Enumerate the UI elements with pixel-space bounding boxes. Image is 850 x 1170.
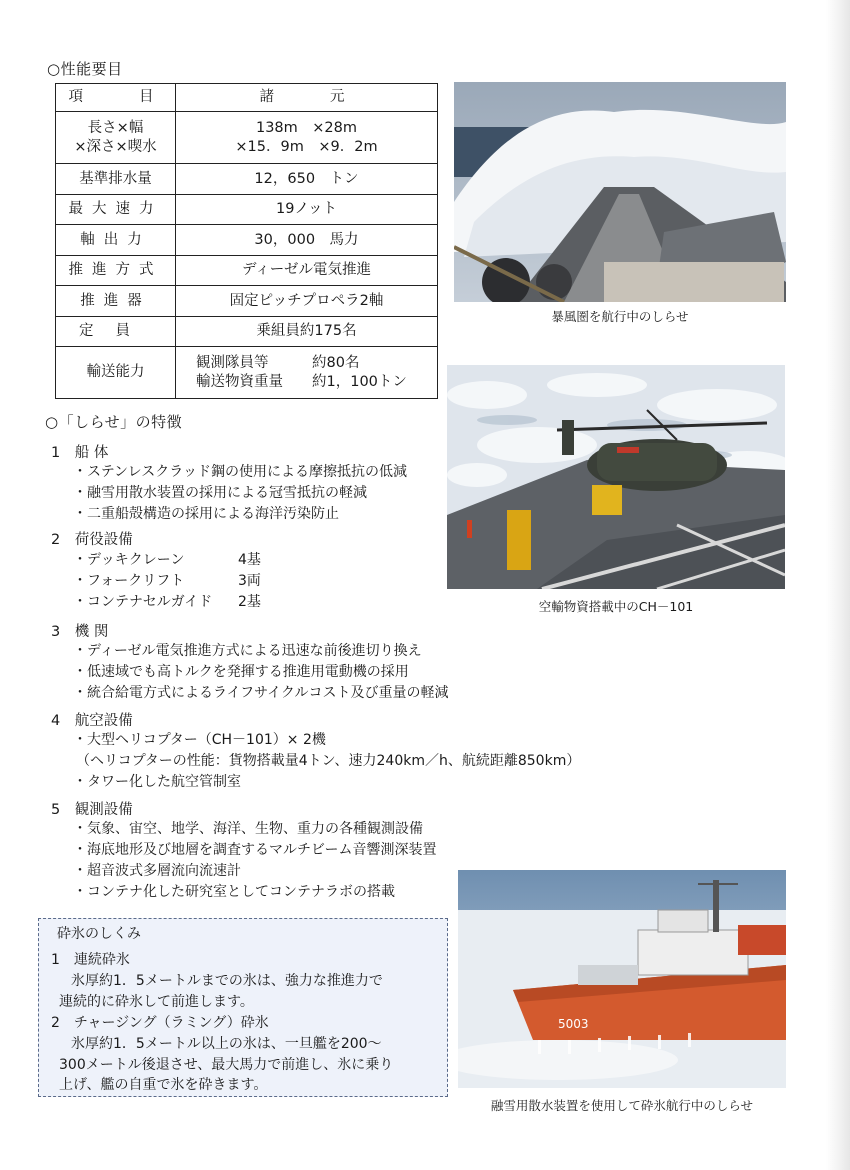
list-item: （ヘリコプターの性能：貨物搭載量4トン、速力240km／h、航続距離850km）: [76, 753, 581, 769]
icebreaking-text: 300メートル後退させ、最大馬力で前進し、氷に乗り: [59, 1057, 394, 1073]
list-item-qty: 2基: [238, 594, 261, 610]
table-cell-value: 12，650 トン: [176, 164, 438, 195]
list-item: ・統合給電方式によるライフサイクルコスト及び重量の軽減: [73, 685, 449, 701]
table-row: [56, 317, 438, 347]
section-title-hull: 1 船 体: [51, 445, 109, 461]
list-item: ・コンテナセルガイド: [73, 594, 213, 610]
section-title-engine: 3 機 関: [51, 624, 109, 640]
icebreaking-box: [38, 918, 448, 1097]
icebreaking-text: 上げ、艦の自重で氷を砕きます。: [59, 1077, 268, 1093]
table-cell-item: 基準排水量: [56, 164, 176, 195]
specs-heading: ○性能要目: [47, 60, 123, 78]
table-cell-value: 観測隊員等 約80名 輸送物資重量 約1，100トン: [176, 347, 438, 399]
storm-photo-caption: 暴風圏を航行中のしらせ: [551, 309, 689, 324]
list-item: ・コンテナ化した研究室としてコンテナラボの搭載: [73, 884, 395, 900]
table-cell-item: 輸送能力: [56, 347, 176, 399]
section-title-observation: 5 観測設備: [51, 802, 133, 818]
table-header-row: [56, 84, 438, 112]
list-item-qty: 3両: [238, 573, 261, 589]
table-header-item: 項 目: [56, 84, 176, 112]
icebreaking-item-heading: 2 チャージング（ラミング）砕氷: [51, 1015, 269, 1031]
list-item: ・フォークリフト: [73, 573, 185, 589]
table-cell-value: 30，000 馬力: [176, 225, 438, 256]
section-title-aviation: 4 航空設備: [51, 713, 133, 729]
table-row: [56, 112, 438, 164]
spec-table: [55, 83, 438, 399]
ship-photo: [458, 870, 786, 1088]
list-item: ・二重船殻構造の採用による海洋汚染防止: [73, 506, 339, 522]
table-row: [56, 286, 438, 317]
list-item: ・デッキクレーン: [73, 552, 185, 568]
list-item: ・海底地形及び地層を調査するマルチビーム音響測深装置: [73, 842, 437, 858]
table-row: [56, 256, 438, 286]
icebreaking-text: 連続的に砕氷して前進します。: [59, 994, 254, 1010]
page-edge: [826, 0, 850, 1170]
table-row: [56, 347, 438, 399]
table-cell-item: 軸出力: [56, 225, 176, 256]
icebreaking-item-heading: 1 連続砕氷: [51, 952, 130, 968]
ship-photo-caption: 融雪用散水装置を使用して砕氷航行中のしらせ: [490, 1098, 754, 1113]
icebreaking-text: 氷厚約1．5メートル以上の氷は、一旦艦を200～: [71, 1036, 382, 1052]
table-row: [56, 225, 438, 256]
section-title-cargo: 2 荷役設備: [51, 532, 133, 548]
table-row: [56, 164, 438, 195]
storm-photo: [454, 82, 786, 302]
list-item-qty: 4基: [238, 552, 261, 568]
table-cell-item: 推進器: [56, 286, 176, 317]
list-item: ・タワー化した航空管制室: [73, 774, 241, 790]
features-heading: ○「しらせ」の特徴: [45, 413, 183, 431]
table-cell-item: 最大速力: [56, 195, 176, 225]
table-cell-item: 推進方式: [56, 256, 176, 286]
table-cell-value: 固定ピッチプロペラ2軸: [176, 286, 438, 317]
list-item: ・融雪用散水装置の採用による冠雪抵抗の軽減: [73, 485, 367, 501]
list-item: ・低速域でも高トルクを発揮する推進用電動機の採用: [73, 664, 409, 680]
list-item: ・ディーゼル電気推進方式による迅速な前後進切り換え: [73, 643, 422, 659]
list-item: ・超音波式多層流向流速計: [73, 863, 241, 879]
list-item: ・ステンレスクラッド鋼の使用による摩擦抵抗の低減: [73, 464, 407, 480]
table-cell-value: 19ノット: [176, 195, 438, 225]
table-cell-value: 乗組員約175名: [176, 317, 438, 347]
table-cell-value: ディーゼル電気推進: [176, 256, 438, 286]
hull-number: 5003: [558, 1017, 589, 1031]
helicopter-photo: [447, 365, 785, 589]
table-cell-item: 定員: [56, 317, 176, 347]
table-cell-item: 長さ×幅 ×深さ×喫水: [56, 112, 176, 164]
table-cell-value: 138m ×28m ×15．9m ×9．2m: [176, 112, 438, 164]
table-header-value: 諸 元: [176, 84, 438, 112]
icebreaking-title: 砕氷のしくみ: [57, 926, 141, 942]
list-item: ・大型ヘリコプター（CH－101）× 2機: [73, 732, 326, 748]
table-row: [56, 195, 438, 225]
icebreaking-text: 氷厚約1．5メートルまでの氷は、強力な推進力で: [71, 973, 383, 989]
helicopter-photo-caption: 空輸物資搭載中のCH－101: [538, 599, 694, 614]
list-item: ・気象、宙空、地学、海洋、生物、重力の各種観測設備: [73, 821, 423, 837]
